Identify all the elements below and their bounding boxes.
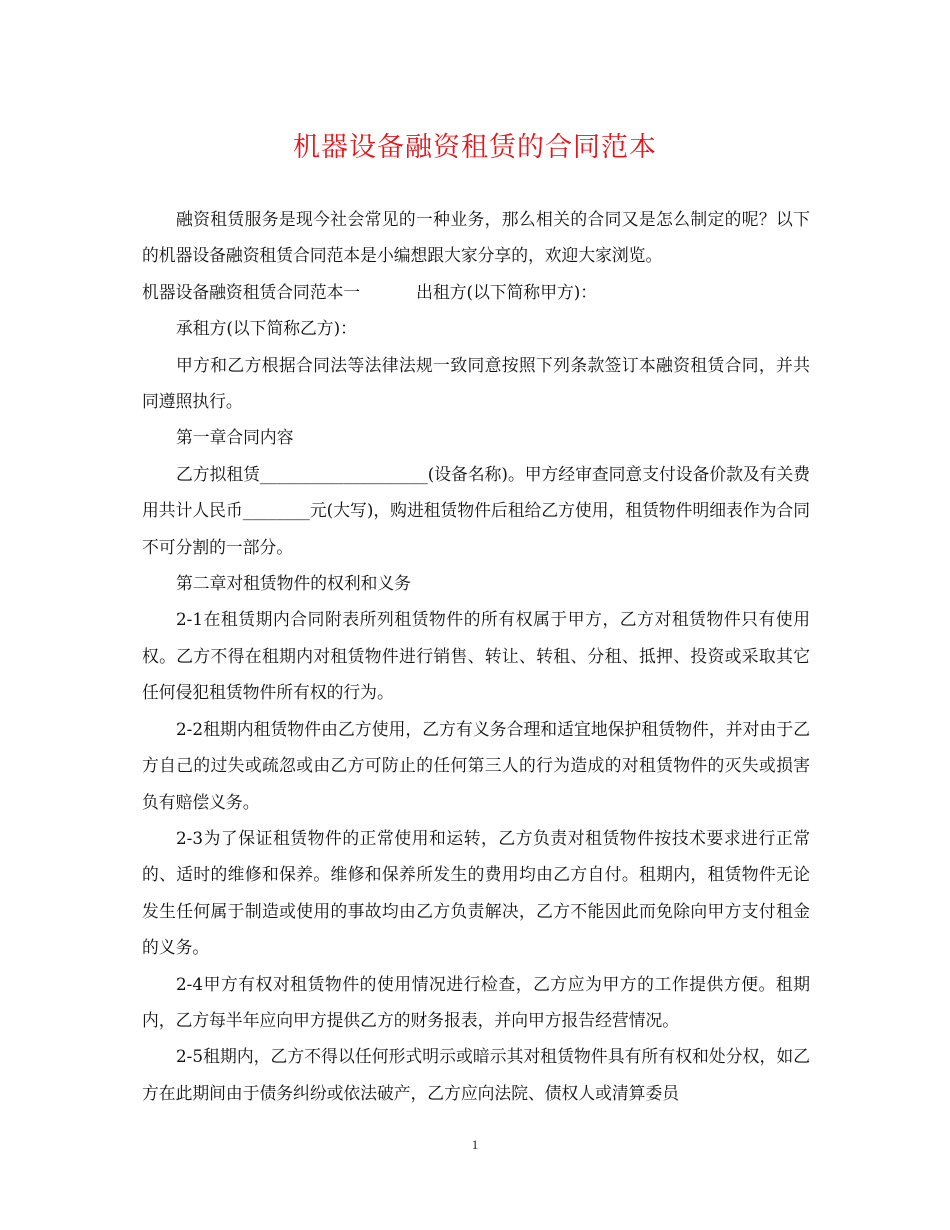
clause-2-3: 2-3为了保证租赁物件的正常使用和运转，乙方负责对租赁物件按技术要求进行正常的、适时的维修和保养。维修和保养所发生的费用均由乙方自付。租期内，租赁物件无论发生任何属于制造或使用的事故均由乙方负责解决，乙方不能因此而免除向甲方支付租金的义务。 (142, 827, 810, 958)
agreement-paragraph: 甲方和乙方根据合同法等法律法规一致同意按照下列条款签订本融资租赁合同，并共同遵照执行。 (142, 354, 810, 412)
lessor-line: 出租方(以下简称甲方)： (416, 281, 598, 302)
clause-2-4: 2-4甲方有权对租赁物件的使用情况进行检查，乙方应为甲方的工作提供方便。租期内，乙方每半年应向甲方提供乙方的财务报表，并向甲方报告经营情况。 (142, 973, 810, 1030)
template-heading: 机器设备融资租赁合同范本一 (142, 281, 361, 302)
intro-paragraph: 融资租赁服务是现今社会常见的一种业务，那么相关的合同又是怎么制定的呢？以下的机器设备融资租赁合同范本是小编想跟大家分享的，欢迎大家浏览。 (142, 209, 810, 266)
page-number: 1 (471, 1137, 479, 1152)
lessee-line: 承租方(以下简称乙方)： (176, 318, 357, 339)
document-body (142, 201, 810, 1111)
document-title: 机器设备融资租赁的合同范本 (293, 132, 657, 163)
clause-2-2: 2-2租期内租赁物件由乙方使用，乙方有义务合理和适宜地保护租赁物件，并对由于乙方自己的过失或疏忽或由乙方可防止的任何第三人的行为造成的对租赁物件的灭失或损害负有赔偿义务。 (142, 718, 810, 812)
chapter-two-heading: 第二章对租赁物件的权利和义务 (176, 573, 411, 594)
chapter-one-heading: 第一章合同内容 (176, 427, 294, 448)
clause-2-5: 2-5租期内，乙方不得以任何形式明示或暗示其对租赁物件具有所有权和处分权，如乙方在此期间由于债务纠纷或依法破产，乙方应向法院、债权人或清算委员 (142, 1046, 810, 1103)
template-heading-line (142, 274, 810, 310)
contract-content-paragraph: 乙方拟租赁____________________(设备名称)。甲方经审查同意支付设备价款及有关费用共计人民币________元(大写)，购进租赁物件后租给乙方使用，租赁物件明细表作为合同不可分割的一部分。 (142, 463, 811, 557)
clause-2-1: 2-1在租赁期内合同附表所列租赁物件的所有权属于甲方，乙方对租赁物件只有使用权。乙方不得在租期内对租赁物件进行销售、转让、转租、分租、抵押、投资或采取其它任何侵犯租赁物件所有权的行为。 (142, 609, 810, 703)
